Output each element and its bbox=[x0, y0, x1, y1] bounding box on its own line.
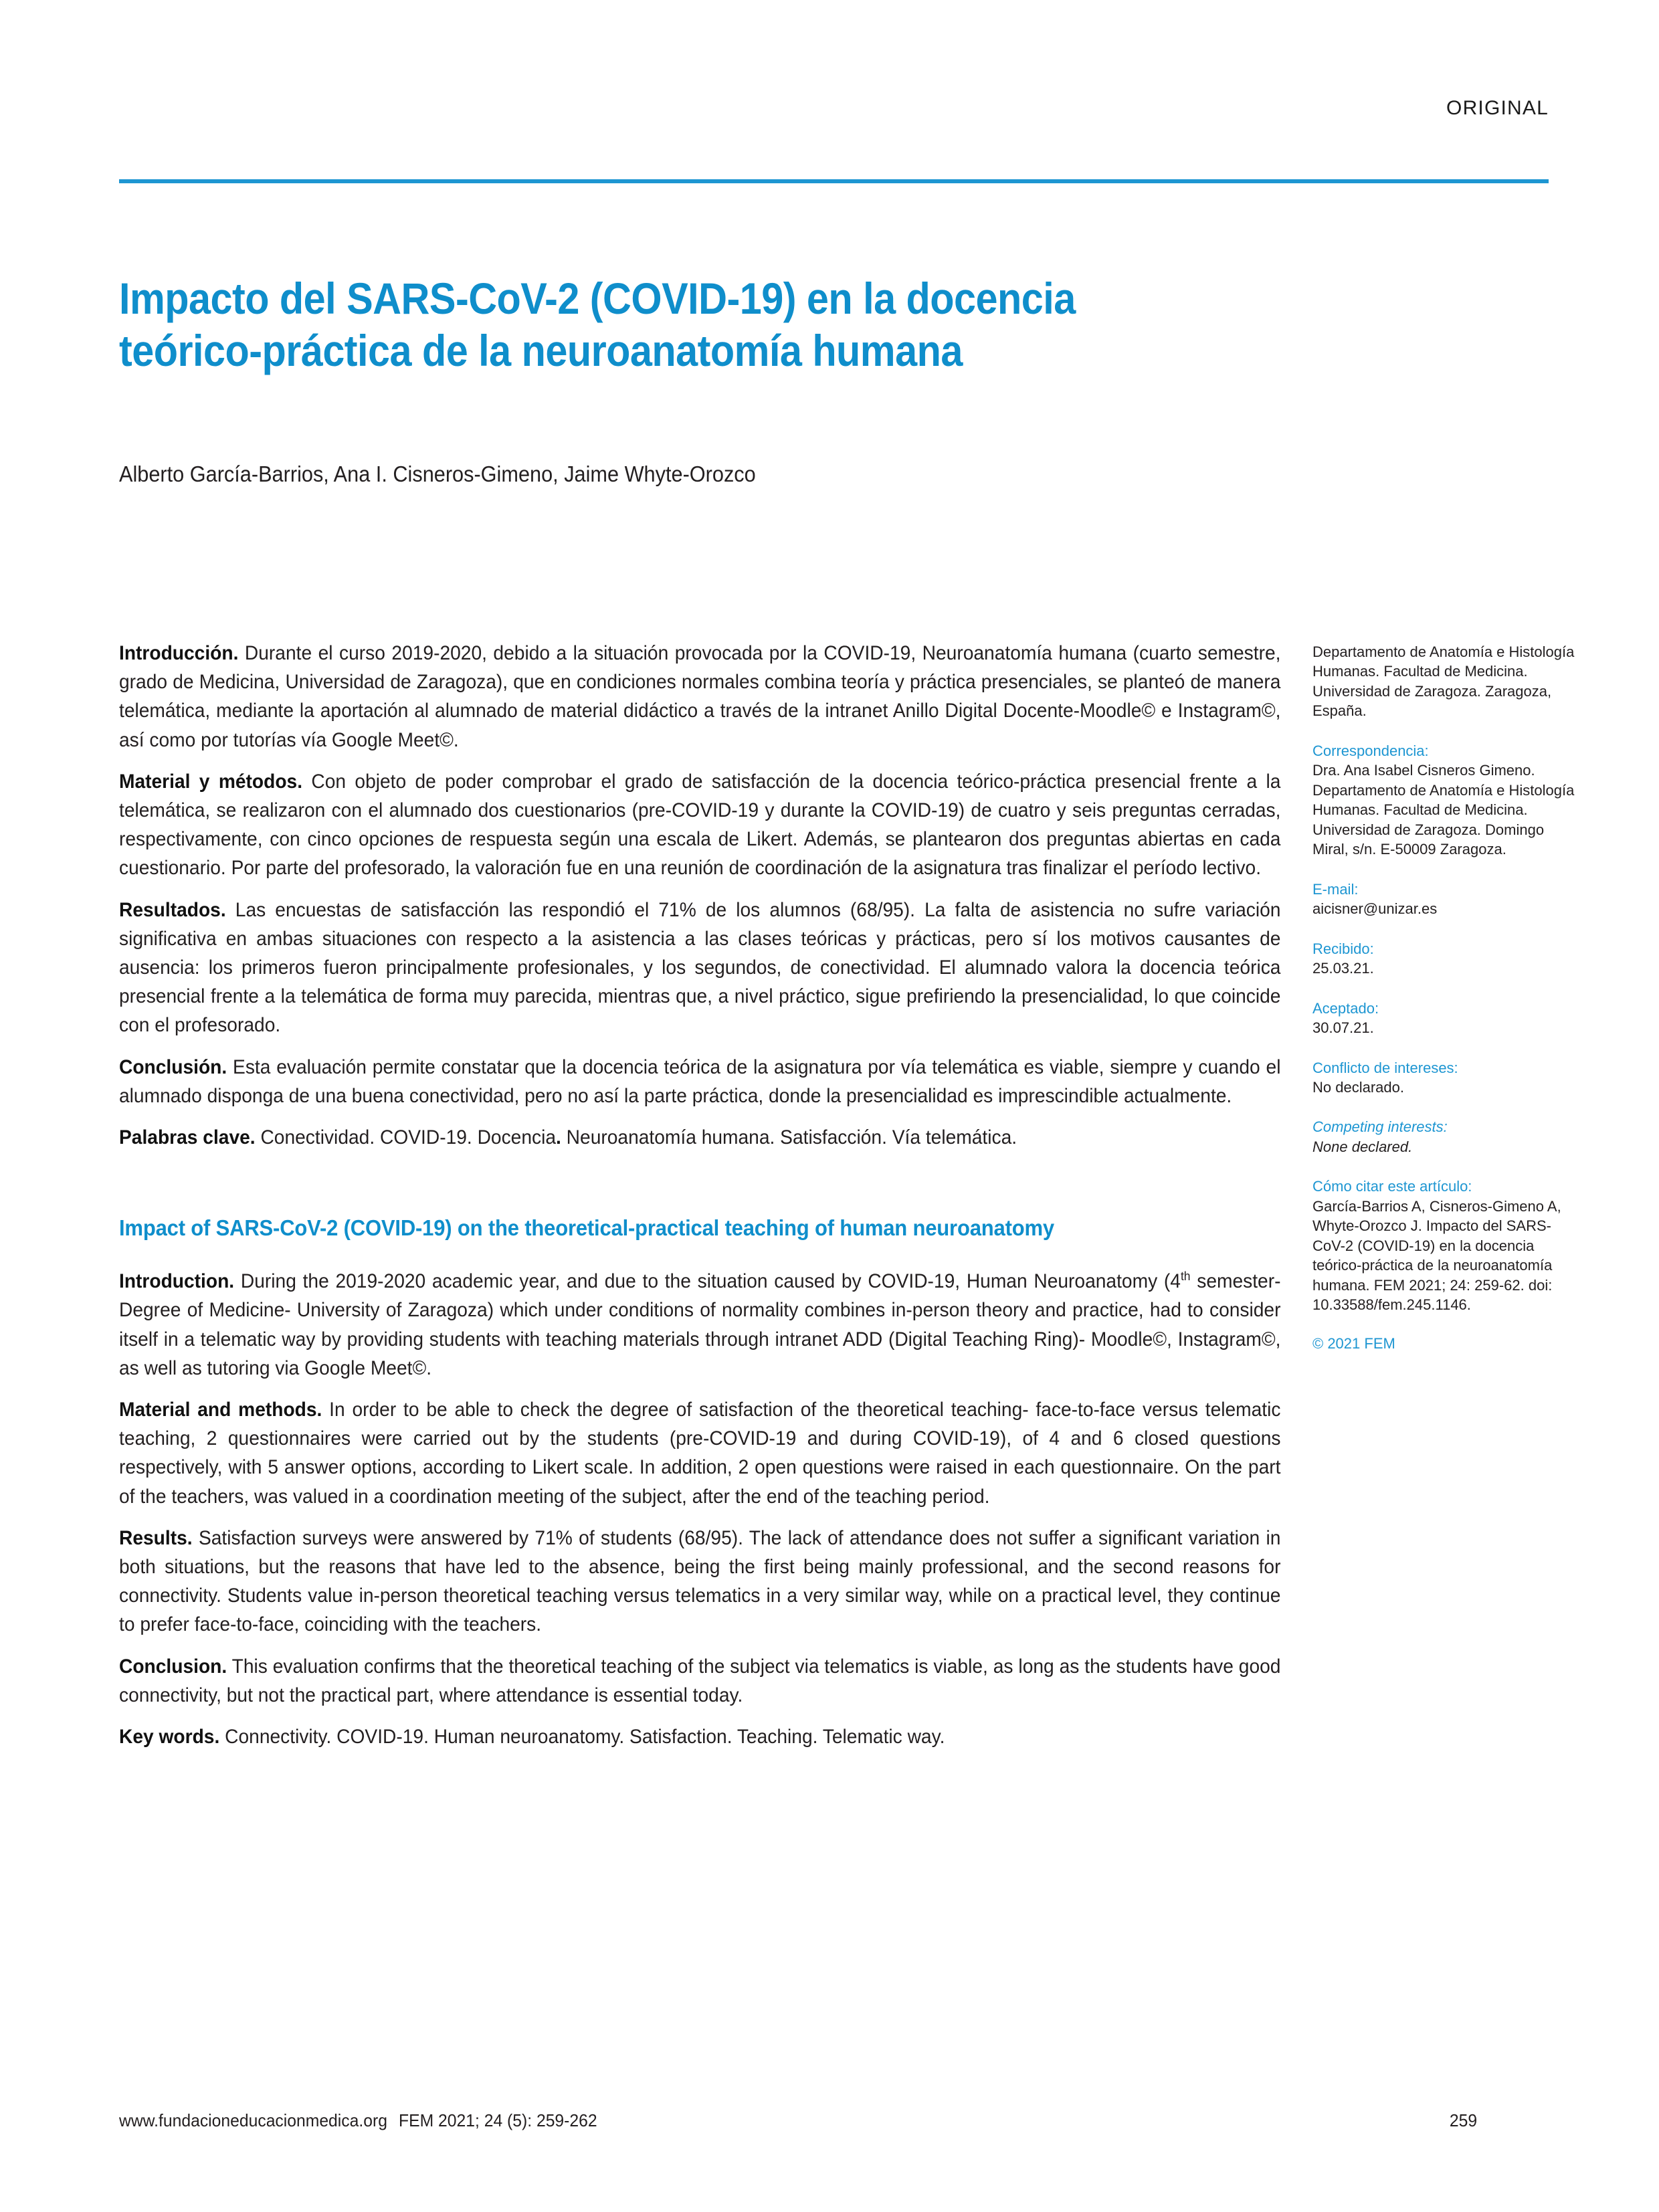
abstract-paragraph-introduccion bbox=[119, 639, 1280, 755]
competing-interests-label: Competing interests: bbox=[1312, 1118, 1448, 1136]
accepted-value: 30.07.21. bbox=[1312, 1019, 1374, 1037]
received-label: Recibido: bbox=[1312, 940, 1374, 957]
sidebar-citation-group bbox=[1312, 1177, 1580, 1314]
sidebar-affiliation-group bbox=[1312, 642, 1580, 721]
text-palabras-clave-b: Neuroanatomía humana. Satisfacción. Vía telemática. bbox=[561, 1126, 1017, 1149]
abstract-paragraph-introduction-en bbox=[119, 1267, 1280, 1383]
keywords-bold-period: . bbox=[556, 1126, 561, 1149]
abstract-paragraph-conclusion bbox=[119, 1053, 1280, 1110]
label-introduction: Introduction. bbox=[119, 1270, 235, 1293]
text-material-metodos: Con objeto de poder comprobar el grado de satisfacción de la docencia teórico-práctica presencial frente a la telemática, se realizaron con el alumnado dos cuestionarios (pre-COVID-19 y durante la COVID-19) de cuatro y seis preguntas cerradas, respectivamente, con cinco opciones de respuesta según una escala de Likert. Además, se plantearon dos preguntas abiertas en cada cuestionario. Por parte del profesorado, la valoración fue en una reunión de coordinación de la asignatura tras finalizar el período lectivo. bbox=[119, 770, 1281, 880]
abstract-spanish bbox=[119, 639, 1283, 1152]
label-material-metodos: Material y métodos. bbox=[119, 770, 303, 793]
page-title bbox=[119, 273, 1295, 377]
abstract-paragraph-results-en bbox=[119, 1524, 1280, 1639]
label-results: Results. bbox=[119, 1526, 193, 1549]
correspondence-text: Dra. Ana Isabel Cisneros Gimeno. Departamento de Anatomía e Histología Humanas. Facultad de Medicina. Universidad de Zaragoza. Domingo Miral, s/n. E-50009 Zaragoza. bbox=[1312, 762, 1575, 858]
text-conclusion-en: This evaluation confirms that the theoretical teaching of the subject via telematics is viable, as long as the students have good connectivity, but not the practical part, where attendance is essential today. bbox=[119, 1655, 1281, 1706]
abstract-paragraph-methods-en bbox=[119, 1395, 1280, 1511]
text-introduccion: Durante el curso 2019-2020, debido a la situación provocada por la COVID-19, Neuroanatomía humana (cuarto semestre, grado de Medicina, Universidad de Zaragoza), que en condiciones normales combina teoría y práctica presenciales, se planteó de manera telemática, mediante la aportación al alumnado de material didáctico a través de la intranet Anillo Digital Docente-Moodle© e Instagram©, así como por tutorías vía Google Meet©. bbox=[119, 642, 1281, 751]
label-conclusion-en: Conclusion. bbox=[119, 1655, 227, 1678]
text-introduction-a: During the 2019-2020 academic year, and due to the situation caused by COVID-19, Human Neuroanatomy (4 bbox=[234, 1270, 1181, 1293]
journal-citation: FEM 2021; 24 (5): 259-262 bbox=[399, 2110, 597, 2130]
title-line-1: Impacto del SARS-CoV-2 (COVID-19) en la docencia bbox=[119, 274, 1076, 323]
keywords-english bbox=[119, 1722, 1280, 1751]
label-key-words: Key words. bbox=[119, 1726, 220, 1748]
ordinal-superscript: th bbox=[1180, 1269, 1191, 1284]
text-conclusion: Esta evaluación permite constatar que la docencia teórica de la asignatura por vía telemática es viable, siempre y cuando el alumnado disponga de una buena conectividad, pero no así la parte práctica, donde la presencialidad es imprescindible actualmente. bbox=[119, 1055, 1281, 1107]
received-value: 25.03.21. bbox=[1312, 960, 1374, 977]
copyright-notice: © 2021 FEM bbox=[1312, 1334, 1395, 1352]
metadata-sidebar bbox=[1312, 642, 1580, 1373]
sidebar-competing-group bbox=[1312, 1117, 1580, 1157]
abstract-main-column bbox=[119, 639, 1283, 1751]
abstract-paragraph-conclusion-en bbox=[119, 1652, 1280, 1710]
affiliation-text: Departamento de Anatomía e Histología Humanas. Facultad de Medicina. Universidad de Zaragoza. Zaragoza, España. bbox=[1312, 643, 1575, 720]
email-label: E-mail: bbox=[1312, 880, 1359, 898]
sidebar-email-group bbox=[1312, 880, 1580, 919]
abstract-english bbox=[119, 1267, 1283, 1751]
text-key-words: Connectivity. COVID-19. Human neuroanatomy. Satisfaction. Teaching. Telematic way. bbox=[219, 1726, 945, 1748]
conflict-label: Conflicto de intereses: bbox=[1312, 1059, 1458, 1076]
abstract-paragraph-resultados bbox=[119, 896, 1280, 1040]
title-block bbox=[119, 273, 1296, 377]
header-divider-rule bbox=[119, 179, 1549, 183]
english-abstract-heading: Impact of SARS-CoV-2 (COVID-19) on the theoretical-practical teaching of human neuroanatomy bbox=[119, 1215, 1054, 1241]
abstract-paragraph-metodos bbox=[119, 767, 1280, 883]
accepted-label: Aceptado: bbox=[1312, 999, 1379, 1017]
email-value[interactable]: aicisner@unizar.es bbox=[1312, 900, 1438, 918]
label-palabras-clave: Palabras clave. bbox=[119, 1126, 256, 1149]
article-category-label: ORIGINAL bbox=[1446, 97, 1549, 119]
footer-left-group bbox=[119, 2110, 597, 2131]
label-material-methods: Material and methods. bbox=[119, 1399, 322, 1421]
journal-website[interactable]: www.fundacioneducacionmedica.org bbox=[119, 2110, 387, 2130]
sidebar-received-group bbox=[1312, 939, 1580, 979]
sidebar-correspondence-group bbox=[1312, 741, 1580, 860]
text-introduction-b: semester- Degree of Medicine- University of Zaragoza) which under conditions of normality combines in-person theory and practice, had to consider itself in a telematic way by providing students with teaching materials through intranet ADD (Digital Teaching Ring)- Moodle©, Instagram©, as well as tutoring via Google Meet©. bbox=[119, 1270, 1281, 1379]
label-resultados: Resultados. bbox=[119, 898, 226, 921]
label-conclusion: Conclusión. bbox=[119, 1055, 227, 1078]
how-to-cite-label: Cómo citar este artículo: bbox=[1312, 1178, 1472, 1195]
competing-interests-value: None declared. bbox=[1312, 1138, 1413, 1155]
keywords-spanish bbox=[119, 1123, 1280, 1152]
conflict-value: No declarado. bbox=[1312, 1078, 1404, 1096]
correspondence-label: Correspondencia: bbox=[1312, 742, 1429, 759]
text-resultados: Las encuestas de satisfacción las respondió el 71% de los alumnos (68/95). La falta de asistencia no sufre variación significativa en ambas situaciones con respecto a la asistencia a las clases teóricas y prácticas, pero sí los motivos causantes de ausencia: los primeros fueron principalmente profesionales, y los segundos, de conectividad. El alumnado valora la docencia teórica presencial frente a la telemática de forma muy parecida, mientras que, a nivel práctico, sigue prefiriendo la presencialidad, lo que coincide con el profesorado. bbox=[119, 898, 1281, 1037]
text-material-methods: In order to be able to check the degree of satisfaction of the theoretical teaching- face-to-face versus telematic teaching, 2 questionnaires were carried out by the students (pre-COVID-19 and during COVID-19), of 4 and 6 closed questions respectively, with 5 answer options, according to Likert scale. In addition, 2 open questions were raised in each questionnaire. On the part of the teachers, was valued in a coordination meeting of the subject, after the end of the teaching period. bbox=[119, 1399, 1281, 1508]
how-to-cite-value: García-Barrios A, Cisneros-Gimeno A, Whyte-Orozco J. Impacto del SARS-CoV-2 (COVID-19) en la docencia teórico-práctica de la neuroanatomía humana. FEM 2021; 24: 259-62. doi: 10.33588/fem.245.1146. bbox=[1312, 1197, 1561, 1314]
label-introduccion: Introducción. bbox=[119, 642, 239, 664]
title-line-2: teórico-práctica de la neuroanatomía humana bbox=[119, 325, 963, 375]
page-number: 259 bbox=[1449, 2110, 1478, 2130]
page-footer bbox=[119, 2110, 1477, 2131]
author-list: Alberto García-Barrios, Ana I. Cisneros-Gimeno, Jaime Whyte-Orozco bbox=[119, 462, 756, 486]
sidebar-conflict-group bbox=[1312, 1058, 1580, 1098]
text-results: Satisfaction surveys were answered by 71% of students (68/95). The lack of attendance does not suffer a significant variation in both situations, but the reasons that have led to the absence, being the first being mainly professional, and the second reasons for connectivity. Students value in-person theoretical teaching versus telematics in a very similar way, while on a practical level, they continue to prefer face-to-face, coinciding with the teachers. bbox=[119, 1526, 1281, 1636]
text-palabras-clave-a: Conectividad. COVID-19. Docencia bbox=[255, 1126, 557, 1149]
sidebar-copyright-group bbox=[1312, 1335, 1580, 1352]
sidebar-accepted-group bbox=[1312, 999, 1580, 1038]
